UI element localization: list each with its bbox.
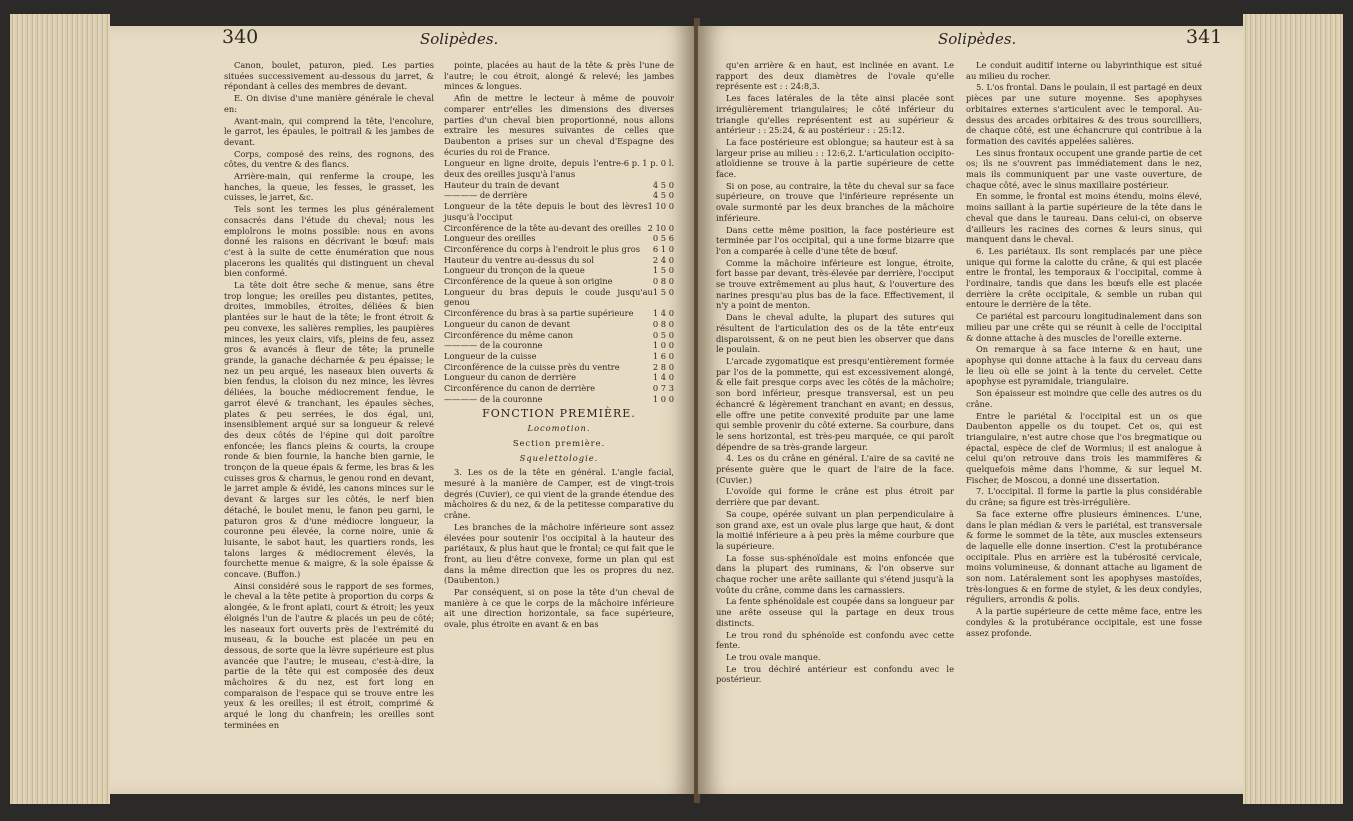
measurements-table bbox=[444, 158, 674, 404]
measurement-label: Circonférence du bras à sa partie supérieure bbox=[444, 308, 634, 319]
measurement-value: 0 5 0 bbox=[652, 329, 674, 340]
measurement-label: ———— de la couronne bbox=[444, 393, 543, 404]
measurement-label: Circonférence de la queue à son origine bbox=[444, 276, 613, 287]
paragraph: qu'en arrière & en haut, est inclinée en avant. Le rapport des deux diamètres de l'ovale qu'elle représente est : : 24:8,3. bbox=[716, 60, 954, 92]
paragraph: Afin de mettre le lecteur à même de pouvoir comparer entr'elles les dimensions des diverses parties d'un cheval bien proportionné, nous allons extraire les mesures suivantes de celles que Daubenton a prises sur un cheval d'Espagne des écuries du roi de France. bbox=[444, 93, 674, 157]
measurement-label: Circonférence de la cuisse près du ventre bbox=[444, 361, 620, 372]
measurement-value: 1 5 0 bbox=[652, 286, 674, 297]
left-column-1 bbox=[224, 60, 434, 732]
measurement-value: 2 4 0 bbox=[652, 254, 674, 265]
running-head: Solipèdes. bbox=[420, 30, 499, 48]
measurement-row bbox=[444, 223, 674, 234]
running-head: Solipèdes. bbox=[938, 30, 1017, 48]
measurement-label: Longueur du canon de devant bbox=[444, 318, 570, 329]
measurement-value: 0 5 6 bbox=[652, 233, 674, 244]
left-column-2 bbox=[444, 60, 674, 631]
measurement-row bbox=[444, 340, 674, 351]
measurement-row bbox=[444, 180, 674, 191]
paragraph: 7. L'occipital. Il forme la partie la plus considérable du crâne; sa figure est très-irrégulière. bbox=[966, 486, 1202, 508]
paragraph: E. On divise d'une manière générale le cheval en: bbox=[224, 93, 434, 114]
measurement-value: 6 p. 1 p. 0 l. bbox=[623, 158, 674, 169]
measurement-row bbox=[444, 362, 674, 373]
paragraph: La tête doit être seche & menue, sans être trop longue; les oreilles peu distantes, petites, droites, immobiles, étroites, déliées & bien plantées sur le haut de la tête; le front étroit & peu convexe, les salières remplies, les paupières minces, les yeux clairs, vifs, pleins de feu, assez gros & avancés à fleur de tête; la prunelle grande, la ganache décharnée & peu épaisse; le nez un peu arqué, les naseaux bien ouverts & bien fendus, la cloison du nez mince, les lèvres déliées, la bouche médiocrement fendue, le garrot élevé & tranchant, les épaules sèches, plates & peu serrées, le dos égal, uni, insensiblement arqué sur sa longueur & relevé des deux côtés de l'épine qui doit paroître enfoncée; les flancs pleins & courts, la croupe ronde & bien fournie, la hanche bien garnie, le tronçon de la queue épais & ferme, les bras & les cuisses gros & charnus, le genou rond en devant, le jarret ample & évidé, les canons minces sur le devant & larges sur les côtés, le nerf bien détaché, le boulet menu, le fanon peu garni, le paturon gros & d'une médiocre longueur, la couronne peu élevée, la corne noire, unie & luisante, le sabot haut, les quartiers ronds, les talons larges & médiocrement élevés, la fourchette menue & maigre, & la sole épaisse & concave. (Buffon.) bbox=[224, 280, 434, 580]
section-subtitle-2: Section première. bbox=[512, 437, 606, 448]
measurement-value: 1 4 0 bbox=[652, 308, 674, 319]
paragraph: 5. L'os frontal. Dans le poulain, il est partagé en deux pièces par une suture moyenne. Ses apophyses orbitaires externes s'articulent avec le temporal. Au-dessus des arcades orbitaires & des trous sourcilliers, de chaque côté, est une échancrure qui contribue à la formation des cavités appelées salières. bbox=[966, 82, 1202, 146]
measurement-row bbox=[444, 308, 674, 319]
measurement-label: Longueur du canon de derrière bbox=[444, 372, 577, 383]
paragraph: Le conduit auditif interne ou labyrinthique est situé au milieu du rocher. bbox=[966, 60, 1202, 81]
measurement-value: 1 0 0 bbox=[652, 340, 674, 351]
measurement-row bbox=[444, 330, 674, 341]
paragraph: Entre le pariétal & l'occipital est un os que Daubenton appelle os du toupet. Cet os, qui est triangulaire, n'est autre chose que l'os bregmatique ou épactal, espèce de clef de Wormius; il est analogue à celui qu'on retrouve dans trois les mammifères & quelquefois même dans l'homme, & sur lequel M. Fischer, de Moscou, a donné une dissertation. bbox=[966, 410, 1202, 485]
measurement-row bbox=[444, 233, 674, 244]
open-book bbox=[10, 8, 1343, 813]
measurement-label: ———— de derrière bbox=[444, 190, 528, 201]
measurement-value: 2 8 0 bbox=[652, 361, 674, 372]
measurement-row bbox=[444, 276, 674, 287]
paragraph: Comme la mâchoire inférieure est longue, étroite, fort basse par devant, très-élevée par derrière, l'occiput se trouve extrêmement au plus haut, & l'ouverture des narines presqu'au plus bas de la face. Effectivement, il n'y a point de menton. bbox=[716, 257, 954, 311]
paragraph: Sa coupe, opérée suivant un plan perpendiculaire à son grand axe, est un ovale plus large que haut, & dont la moitié inférieure a à peu près la même courbure que la supérieure. bbox=[716, 508, 954, 551]
left-column-2-intro bbox=[444, 60, 674, 157]
right-page bbox=[698, 26, 1243, 794]
paragraph: A la partie supérieure de cette même face, entre les condyles & la protubérance occipitale, est une fosse assez profonde. bbox=[966, 606, 1202, 638]
paragraph: Le trou rond du sphénoïde est confondu avec cette fente. bbox=[716, 629, 954, 651]
paragraph: Dans cette même position, la face postérieure est terminée par l'os occipital, qui a une forme bizarre que l'on a comparée à celle d'une tête de bœuf. bbox=[716, 224, 954, 256]
measurement-label: Longueur du bras depuis le coude jusqu'au genou bbox=[444, 286, 653, 308]
paragraph: Canon, boulet, paturon, pied. Les parties situées successivement au-dessous du jarret, & répondant à celles des membres de devant. bbox=[224, 60, 434, 92]
paragraph: Avant-main, qui comprend la tête, l'encolure, le garrot, les épaules, le poitrail & les jambes de devant. bbox=[224, 115, 434, 147]
section-subtitle-3: Squelettologie. bbox=[519, 452, 599, 463]
section-subtitle: Locomotion. bbox=[527, 423, 591, 434]
paragraph: Sa face externe offre plusieurs éminences. L'une, dans le plan médian & vers le pariétal, est transversale & forme le sommet de la tête, aux muscles extenseurs de laquelle elle donne insertion. C'est la protubérance occipitale. Plus en arrière est la tubérosité cervicale, moins volumineuse, & donnant attache au ligament de son nom. Latéralement sont les apophyses mastoïdes, très-longues & en forme de stylet, & les deux condyles, réguliers, arrondis & polis. bbox=[966, 508, 1202, 605]
measurement-value: 2 10 0 bbox=[647, 222, 674, 233]
paragraph: Corps, composé des reins, des rognons, des côtes, du ventre & des flancs. bbox=[224, 148, 434, 170]
measurement-value: 0 8 0 bbox=[652, 318, 674, 329]
measurement-value: 1 5 0 bbox=[652, 265, 674, 276]
paragraph: Les branches de la mâchoire inférieure sont assez élevées pour soutenir l'os occipital à la hauteur des pariétaux, & plus haut que le frontal; ce qui fait que le front, au lieu d'être convexe, forme un plan qui est dans la même direction que les os propres du nez. (Daubenton.) bbox=[444, 521, 674, 586]
measurement-label: Longueur en ligne droite, depuis l'entre-deux des oreilles jusqu'à l'anus bbox=[444, 158, 624, 180]
page-number: 341 bbox=[1186, 26, 1223, 48]
paragraph: Si on pose, au contraire, la tête du cheval sur sa face supérieure, on trouve que l'inférieure représente un ovale surmonté par les deux branches de la mâchoire inférieure. bbox=[716, 180, 954, 223]
measurement-label: Hauteur du train de devant bbox=[444, 179, 560, 190]
section-title: FONCTION PREMIÈRE. bbox=[482, 406, 636, 420]
right-column-2 bbox=[966, 60, 1202, 639]
measurement-label: Longueur du tronçon de la queue bbox=[444, 265, 585, 276]
measurement-value: 1 4 0 bbox=[652, 372, 674, 383]
page-number: 340 bbox=[222, 26, 259, 48]
paragraph: L'arcade zygomatique est presqu'entièrement formée par l'os de la pommette, qui est excessivement alongé, & elle fait presque corps avec les côtés de la mâchoire; son bord inférieur, presque transversal, est un peu échancré & légèrement tranchant en avant; en dessus, elle offre une petite convexité produite par une lame qui semble provenir du côté externe. Sa courbure, dans le sens horizontal, est très-peu marquée, ce qui paroît dépendre de sa très-grande largeur. bbox=[716, 355, 954, 452]
measurement-label: Circonférence du même canon bbox=[444, 329, 574, 340]
paragraph: Le trou déchiré antérieur est confondu avec le postérieur. bbox=[716, 663, 954, 685]
measurement-label: Longueur de la cuisse bbox=[444, 350, 537, 361]
measurement-value: 1 6 0 bbox=[652, 350, 674, 361]
measurement-label: Longueur des oreilles bbox=[444, 233, 536, 244]
measurement-row bbox=[444, 287, 674, 308]
measurement-label: Circonférence de la tête au-devant des oreilles bbox=[444, 222, 641, 233]
paragraph: En somme, le frontal est moins étendu, moins élevé, moins saillant à la partie supérieure de la tête dans le cheval que dans le taureau. Dans celui-ci, on observe d'ailleurs les racines des cornes & leurs sinus, qui manquent dans le cheval. bbox=[966, 191, 1202, 245]
measurement-row bbox=[444, 265, 674, 276]
measurement-value: 0 7 3 bbox=[652, 383, 674, 394]
right-page-edges bbox=[1243, 14, 1343, 804]
paragraph: Le trou ovale manque. bbox=[726, 651, 821, 662]
paragraph: On remarque à sa face interne & en haut, une apophyse qui donne attache à la faux du cerveau dans le lieu où elle se joint à la tente du cervelet. Cette apophyse est pyramidale, triangulaire. bbox=[966, 344, 1202, 387]
measurement-value: 4 5 0 bbox=[652, 179, 674, 190]
measurement-label: Longueur de la tête depuis le bout des lèvres jusqu'à l'occiput bbox=[444, 201, 648, 222]
measurement-row bbox=[444, 190, 674, 201]
paragraph: La fosse sus-sphénoïdale est moins enfoncée que dans la plupart des ruminans, & l'on observe sur chaque rocher une arête saillante qui s'étend jusqu'à la voûte du crâne, comme dans les carnassiers. bbox=[716, 552, 954, 595]
paragraph: Arrière-main, qui renferme la croupe, les hanches, la queue, les fesses, le grasset, les cuisses, le jarret, &c. bbox=[224, 171, 434, 203]
paragraph: pointe, placées au haut de la tête & près l'une de l'autre; le cou étroit, alongé & relevé; les jambes minces & longues. bbox=[444, 60, 674, 92]
left-page-edges bbox=[10, 14, 110, 804]
paragraph: 3. Les os de la tête en général. L'angle facial, mesuré à la manière de Camper, est de vingt-trois degrés (Cuvier), ce qui vient de la grande étendue des mâchoires & du nez, & de la petitesse comparative du crâne. bbox=[444, 467, 674, 521]
measurement-row bbox=[444, 201, 674, 222]
paragraph: Ce pariétal est parcouru longitudinalement dans son milieu par une crête qui se réunit à celle de l'occipital & donne attache à des muscles de l'oreille externe. bbox=[966, 311, 1202, 343]
paragraph: L'ovoïde qui forme le crâne est plus étroit par derrière que par devant. bbox=[716, 486, 954, 508]
left-column-2-text bbox=[444, 467, 674, 630]
measurement-row bbox=[444, 255, 674, 266]
measurement-row bbox=[444, 394, 674, 405]
paragraph: Les faces latérales de la tête ainsi placée sont irrégulièrement triangulaires; le côté inférieur du triangle qu'elles représentent est au supérieur & antérieur : : 25:24, & au postérieur : : 25:12. bbox=[716, 93, 954, 136]
paragraph: 4. Les os du crâne en général. L'aire de sa cavité ne présente guère que le quart de l'aire de la face. (Cuvier.) bbox=[716, 453, 954, 485]
paragraph: Ainsi considéré sous le rapport de ses formes, le cheval a la tête petite à proportion du corps & alongée, & le front aplati, court & étroit; les yeux éloignés l'un de l'autre & placés un peu de côté; les naseaux fort ouverts près de l'extrémité du museau, & la bouche est placée un peu en dessous, de sorte que la lèvre supérieure est plus avancée que l'autre; le museau, c'est-à-dire, la partie de la tête qui est composée des deux mâchoires & du nez, est fort long en comparaison de l'espace qui se trouve entre les yeux & les oreilles; il est étroit, comprimé & arqué le long du chanfrein; les oreilles sont terminées en bbox=[224, 580, 434, 730]
left-page bbox=[110, 26, 695, 794]
measurement-label: Circonférence du canon de derrière bbox=[444, 383, 596, 394]
paragraph: La fente sphénoïdale est coupée dans sa longueur par une arête osseuse qui la partage en deux trous distincts. bbox=[716, 596, 954, 628]
measurement-value: 4 5 0 bbox=[652, 190, 674, 201]
measurement-row bbox=[444, 351, 674, 362]
measurement-row bbox=[444, 319, 674, 330]
measurement-label: ———— de la couronne bbox=[444, 340, 543, 351]
paragraph: La face postérieure est oblongue; sa hauteur est à sa largeur prise au milieu : : 12:6,2. L'articulation occipito-atloïdienne se trouve à la partie supérieure de cette face. bbox=[716, 136, 954, 180]
measurement-row bbox=[444, 383, 674, 394]
measurement-value: 6 1 0 bbox=[652, 243, 674, 254]
paragraph: Par conséquent, si on pose la tête d'un cheval de manière à ce que le corps de la mâchoire inférieure ait une direction horizontale, sa face supérieure, ovale, plus étroite en avant & en bas bbox=[444, 587, 674, 630]
paragraph: Tels sont les termes les plus généralement consacrés dans l'étude du cheval; nous les emploîrons le moins possible: nous en avons donné les raisons en décrivant le bœuf: mais c'est à la suite de cette énumération que nous placerons les qualités qui distinguent un cheval bien conformé. bbox=[224, 204, 434, 279]
measurement-value: 1 10 0 bbox=[647, 201, 674, 212]
paragraph: Les sinus frontaux occupent une grande partie de cet os; ils ne s'ouvrent pas immédiatement dans le nez, mais ils communiquent par une vaste ouverture, de chaque côté, avec le sinus maxillaire postérieur. bbox=[966, 147, 1202, 190]
measurement-value: 1 0 0 bbox=[652, 393, 674, 404]
measurement-value: 0 8 0 bbox=[652, 276, 674, 287]
paragraph: Son épaisseur est moindre que celle des autres os du crâne. bbox=[966, 388, 1202, 409]
measurement-label: Hauteur du ventre au-dessus du sol bbox=[444, 254, 595, 265]
measurement-row bbox=[444, 158, 674, 179]
right-column-1 bbox=[716, 60, 954, 686]
paragraph: 6. Les pariétaux. Ils sont remplacés par une pièce unique qui forme la calotte du crâne, & qui est placée entre le frontal, les temporaux & l'occipital, comme à l'ordinaire, tandis que dans les bœufs elle est placée derrière la crête occipitale, & semble un ruban qui entoure le derrière de la tête. bbox=[966, 245, 1202, 310]
measurement-row bbox=[444, 244, 674, 255]
paragraph: Dans le cheval adulte, la plupart des sutures qui résultent de l'articulation des os de la tête entr'eux disparoissent, & on ne peut bien les observer que dans le poulain. bbox=[716, 312, 954, 355]
measurement-row bbox=[444, 372, 674, 383]
measurement-label: Circonférence du corps à l'endroit le plus gros bbox=[444, 243, 641, 254]
